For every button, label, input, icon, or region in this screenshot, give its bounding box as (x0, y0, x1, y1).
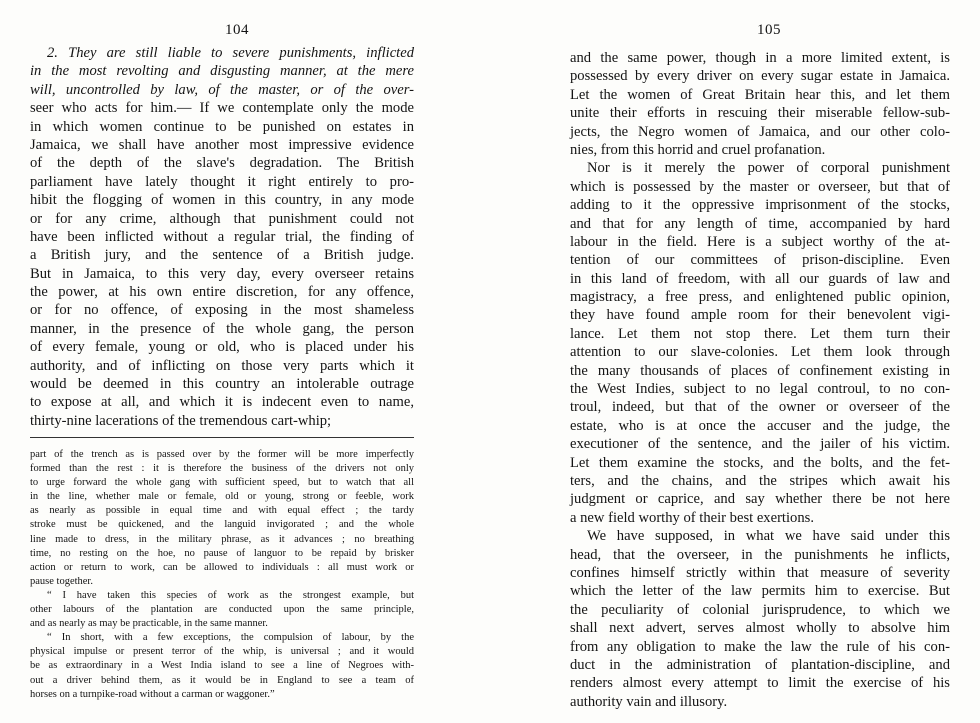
text-line: Nor is it merely the power of corporal punishment (587, 160, 950, 177)
text-line: troul, indeed, but that of the owner or overseer of the (570, 399, 950, 416)
text-line: thirty-nine lacerations of the tremendous cart-whip; (30, 412, 332, 429)
text-line: action or return to work, can be allowed to individuals : all must work or (30, 561, 414, 573)
text-line: hibit the flogging of women in this country, in any mode (30, 192, 414, 209)
text-line: pause together. (30, 575, 93, 587)
text-line: of every female, young or old, who is placed under his (30, 339, 414, 356)
footnote-text (30, 448, 414, 702)
text-line: duct in the administration of plantation-discipline, and (570, 656, 950, 673)
text-line: head, that the overseer, in the punishments he inflicts, (570, 546, 950, 563)
text-line: labour in the field. Here is a subject worthy of the at- (570, 233, 950, 250)
text-line: unite their efforts in rescuing their miserable fellow-sub- (570, 105, 950, 122)
page-number: 105 (757, 22, 781, 38)
text-line: parliament have lately thought it right entirely to pro- (30, 173, 414, 190)
text-line: We have supposed, in what we have said under this (587, 528, 950, 545)
text-line: magistracy, a free press, and enlightened public opinion, (570, 289, 950, 306)
text-line: or for no offence, of exposing in the most shameless (30, 302, 414, 319)
text-line: shall next advert, serves almost wholly to absolve him (570, 620, 950, 637)
page-number: 104 (225, 22, 249, 38)
text-line: stroke must be quickened, and the languid invigorated ; and the whole (30, 519, 414, 531)
text-line: out a driver behind them, as it would be in England to see a team of (30, 674, 414, 686)
text-line: But in Jamaica, to this very day, every overseer retains (30, 265, 414, 282)
text-line: be as extraordinary in a West India island to see a line of Negroes with- (30, 660, 414, 672)
text-line: “ I have taken this species of work as the strongest example, but (47, 589, 414, 601)
text-line: horses on a turnpike-road without a carman or waggoner.” (30, 688, 275, 700)
text-line: and the same power, though in a more limited extent, is (570, 50, 950, 66)
footnote-divider (30, 437, 414, 438)
text-line: attention to our slave-colonies. Let them look through (570, 344, 950, 361)
text-line: authority, and of inflicting on those very parts which it (30, 357, 414, 374)
text-line: as nearly as possible in equal time and with equal effect ; the tardy (30, 505, 414, 517)
text-line: of the depth of the slave's degradation. The British (30, 155, 414, 172)
text-line: a British jury, and the sentence of a British judge. (30, 247, 414, 264)
text-line: in the line, whether male or female, old or young, strong or feeble, work (30, 491, 414, 503)
text-line: the West Indies, subject to no legal controul, to no con- (570, 381, 950, 398)
text-line: ters, and the chains, and the stripes which await his (570, 472, 950, 489)
text-line: renders almost every attempt to limit the exercise of his (570, 675, 950, 692)
text-line: to expose at all, and which it is indecent even to name, (30, 394, 414, 411)
text-line: or for any crime, although that punishment could not (30, 210, 414, 227)
text-line: the many thousands of places of confinement existing in (570, 362, 950, 379)
text-line: they have found ample room for their benevolent vigi- (570, 307, 950, 324)
text-line: the power, at his own entire discretion, for any offence, (30, 284, 414, 301)
text-line: estate, who is at once the accuser and the judge, the (570, 417, 950, 434)
text-line: Let them examine the stocks, and the bolts, and the fet- (570, 454, 950, 471)
text-line: manner, in the presence of the whole gang, the person (30, 320, 414, 337)
text-line: possessed by every driver on every sugar estate in Jamaica. (570, 68, 950, 85)
right-page (490, 0, 980, 723)
text-line: lance. Let them not stop there. Let them turn their (570, 325, 950, 342)
text-line: which is possessed by the master or overseer, but that of (570, 178, 950, 195)
text-line: have been inflicted without a regular trial, the finding of (30, 228, 414, 245)
text-line: confines himself strictly within that measure of severity (570, 564, 950, 581)
text-line: judgment or caprice, and say whether there be not here (570, 491, 950, 508)
text-line: authority vain and illusory. (570, 693, 728, 710)
text-line: time, no resting on the hoe, no pause of languor to be repaid by brisker (30, 547, 414, 559)
text-line: would be deemed in this country an intolerable outrage (30, 376, 414, 393)
text-line: tention of our committees of prison-discipline. Even (570, 252, 950, 269)
body-text (30, 44, 414, 430)
text-line: in this land of freedom, with all our guards of law and (570, 270, 950, 287)
text-line: the peculiarity of colonial jurisprudence, to which we (570, 601, 950, 618)
text-line: and as nearly as may be practicable, in the same manner. (30, 618, 268, 630)
text-line: “ In short, with a few exceptions, the compulsion of labour, by the (47, 632, 414, 644)
text-line: part of the trench as is passed over by the former will be more imperfectly (30, 449, 414, 460)
text-line: Jamaica, we shall have another most impressive evidence (30, 136, 414, 153)
text-line: and that for any length of time, accompanied by hard (570, 215, 950, 232)
text-line: to urge forward the whole gang with sufficient speed, but to watch that all (30, 477, 414, 489)
text-line: from any obligation to make the law the rule of his con- (570, 638, 950, 655)
text-line: physical impulse or present terror of the whip, is universal ; and it would (30, 646, 414, 658)
text-line: Let the women of Great Britain hear this, and let them (570, 86, 950, 103)
text-line: which the letter of the law permits him to exercise. But (570, 583, 950, 600)
text-line: formed than the rest : it is therefore the business of the drivers not only (30, 463, 414, 475)
text-line: adding to it the oppressive imprisonment of the stocks, (570, 197, 950, 214)
text-line: nies, from this horrid and cruel profanation. (570, 141, 826, 158)
body-text (570, 49, 950, 711)
text-line: other labours of the plantation are conducted upon the same principle, (30, 604, 414, 616)
text-line: a new field worthy of their best exertions. (570, 509, 814, 526)
text-line: in the most revolting and disgusting manner, at the mere (30, 63, 414, 80)
text-line: seer who acts for him.— If we contemplate only the mode (30, 100, 414, 117)
text-line: executioner of the sentence, and the jailer of his victim. (570, 436, 950, 453)
text-line: 2. They are still liable to severe punishments, inflicted (47, 45, 414, 61)
text-line: will, uncontrolled by law, of the master, or of the over- (30, 81, 414, 98)
text-line: line made to dress, in the military phrase, as it advances ; no breathing (30, 533, 414, 545)
text-line: in which women continue to be punished on estates in (30, 118, 414, 135)
text-line: jects, the Negro women of Jamaica, and our other colo- (570, 123, 950, 140)
